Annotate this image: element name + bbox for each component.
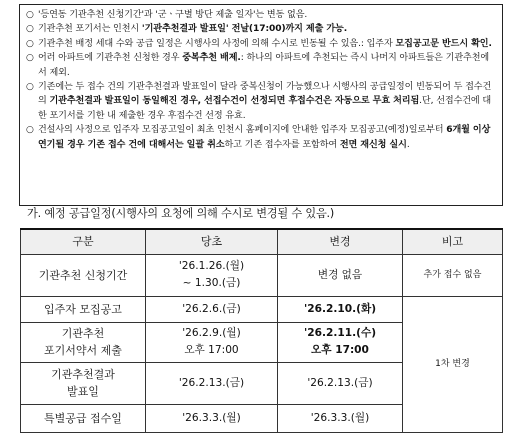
notice-text: 기관추천 배정 세대 수와 공급 일정은 시행사의 사정에 의해 수시로 빈동될 수 있음.: 입주자 모집공고문 반드시 확인. — [38, 38, 492, 49]
notice-item — [26, 80, 496, 123]
row-label: 기관추천 신청기간 — [21, 254, 146, 296]
table-row — [21, 296, 503, 322]
row-original: '26.2.6.(금) — [146, 296, 278, 322]
table-header-original: 당초 — [146, 229, 278, 254]
row-original: '26.2.13.(금) — [146, 362, 278, 404]
row-label: 기관추천 포기서약서 제출 — [21, 322, 146, 362]
notice-text: 어러 아파트에 기관추천 신청한 경우 중복추천 배제.: 하나의 아파트에 추천되는 즉시 나머지 아파트들은 기관추천에서 제외. — [38, 53, 490, 78]
row-original: '26.1.26.(월) ~ 1.30.(금) — [146, 254, 278, 296]
schedule-table — [20, 228, 503, 433]
table-header-note: 비고 — [403, 229, 503, 254]
circle-bullet-icon: ○ — [26, 125, 34, 136]
notice-item — [26, 37, 496, 51]
row-changed: '26.3.3.(월) — [278, 404, 403, 432]
notice-text: 건설사의 사정으로 입주자 모집공고일이 최초 인천시 홈페이지에 안내한 입주자 모집공고(예정)일로부터 6개월 이상 연기될 경우 기존 접수 건에 대해서는 일괄 취소하고 기존 접수자를 포함하여 전면 재신청 실시. — [38, 125, 491, 150]
notice-item — [26, 123, 496, 152]
row-label: 특별공급 접수일 — [21, 404, 146, 432]
circle-bullet-icon: ○ — [26, 24, 34, 35]
row-label: 입주자 모집공고 — [21, 296, 146, 322]
row-changed: '26.2.11.(수) 오후 17:00 — [278, 322, 403, 362]
notice-box — [19, 4, 503, 206]
row-changed: '26.2.13.(금) — [278, 362, 403, 404]
row-original: '26.3.3.(월) — [146, 404, 278, 432]
row-changed: 변경 없음 — [278, 254, 403, 296]
circle-bullet-icon: ○ — [26, 10, 34, 20]
row-label: 기관추천결과 발표일 — [21, 362, 146, 404]
notice-item — [26, 51, 496, 80]
table-row — [21, 254, 503, 296]
merged-note: 1차 변경 — [403, 296, 503, 432]
notice-item — [26, 8, 496, 22]
row-original: '26.2.9.(월) 오후 17:00 — [146, 322, 278, 362]
section-heading: 가. 예정 공급일정(시행사의 요청에 의해 수시로 변경될 수 있음.) — [27, 207, 335, 220]
table-header-category: 구분 — [21, 229, 146, 254]
row-note: 추가 접수 없음 — [403, 254, 503, 296]
table-header-changed: 변경 — [278, 229, 403, 254]
notice-item — [26, 22, 496, 36]
circle-bullet-icon: ○ — [26, 38, 34, 49]
notice-text: 기관추천 포기서는 인천시 '기관추천결과 발표일' 전날(17:00)까지 제출 가능. — [38, 24, 348, 35]
circle-bullet-icon: ○ — [26, 82, 34, 93]
notice-text: '등연동 기관추천 신청기간'과 '군ㆍ구별 방단 제출 일자'는 변동 없음. — [38, 10, 308, 20]
notice-text: 기존에는 두 접수 건의 기관추천결과 발표일이 달라 중복신청이 가능했으나 시행사의 공급일정이 빈동되어 두 접수건의 기관추천결과 발표일이 동일해진 경우, 선접수건이 선정되면 후접수건은 자동으로 무효 처리됨.단, 선접수건에 대한 포기서를 기한 내 제출한 경우 후접수건 선정 유효. — [38, 82, 492, 121]
circle-bullet-icon: ○ — [26, 53, 34, 64]
row-changed: '26.2.10.(화) — [278, 296, 403, 322]
